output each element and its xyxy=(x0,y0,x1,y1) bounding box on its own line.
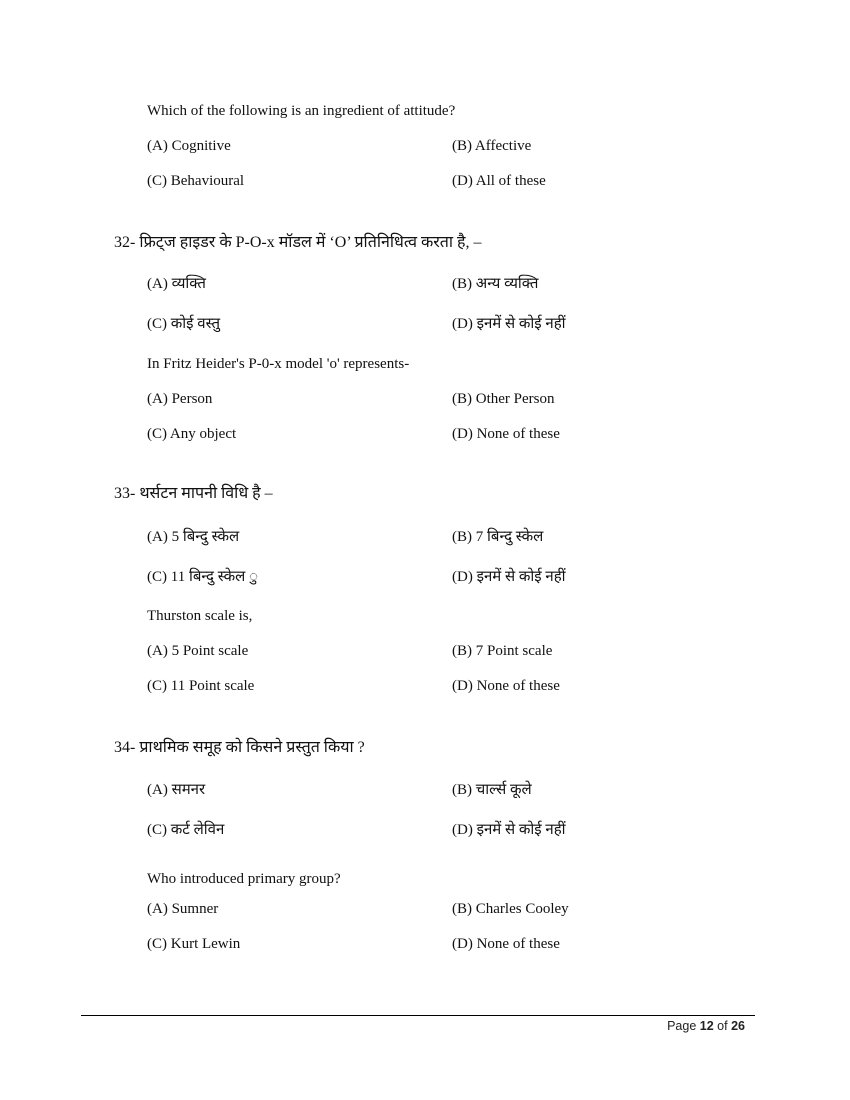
question-text-hindi: 34- प्राथमिक समूह को किसने प्रस्तुत किया ? xyxy=(114,739,365,756)
option-d: (D) None of these xyxy=(452,678,560,694)
option-b: (B) Other Person xyxy=(452,391,555,407)
option-b: (B) Affective xyxy=(452,138,532,154)
option-d-hindi: (D) इनमें से कोई नहीं xyxy=(452,822,566,838)
option-b: (B) Charles Cooley xyxy=(452,901,569,917)
option-c-hindi: (C) 11 बिन्दु स्केल ु xyxy=(147,569,259,585)
question-text: Who introduced primary group? xyxy=(147,871,341,887)
option-b: (B) 7 Point scale xyxy=(452,643,553,659)
option-a-hindi: (A) समनर xyxy=(147,782,206,798)
option-b-hindi: (B) 7 बिन्दु स्केल xyxy=(452,529,544,545)
page-total: 26 xyxy=(731,1019,745,1033)
option-a: (A) Cognitive xyxy=(147,138,231,154)
option-a: (A) 5 Point scale xyxy=(147,643,249,659)
page-number xyxy=(667,1019,745,1033)
option-a-hindi: (A) व्यक्ति xyxy=(147,276,206,292)
option-b-hindi: (B) चार्ल्स कूले xyxy=(452,782,532,798)
option-a: (A) Person xyxy=(147,391,213,407)
option-d-hindi: (D) इनमें से कोई नहीं xyxy=(452,316,566,332)
of-label: of xyxy=(717,1019,728,1033)
option-d: (D) None of these xyxy=(452,936,560,952)
page-current: 12 xyxy=(699,1019,714,1033)
question-text-hindi: 32- फ्रिट्ज हाइडर के P-O-x मॉडल में ‘O’ प्रतिनिधित्व करता है, – xyxy=(114,234,482,251)
option-d: (D) None of these xyxy=(452,426,560,442)
option-c: (C) Kurt Lewin xyxy=(147,936,241,952)
option-d: (D) All of these xyxy=(452,173,546,189)
option-b-hindi: (B) अन्य व्यक्ति xyxy=(452,276,539,292)
question-text: In Fritz Heider's P-0-x model 'o' represents- xyxy=(147,356,410,372)
option-c: (C) Behavioural xyxy=(147,173,245,189)
option-c-hindi: (C) कोई वस्तु xyxy=(147,316,220,332)
option-a-hindi: (A) 5 बिन्दु स्केल xyxy=(147,529,240,545)
option-d-hindi: (D) इनमें से कोई नहीं xyxy=(452,569,566,585)
question-text-hindi: 33- थर्सटन मापनी विधि है – xyxy=(114,485,273,502)
option-c: (C) 11 Point scale xyxy=(147,678,255,694)
option-c-hindi: (C) कर्ट लेविन xyxy=(147,822,225,838)
footer-divider xyxy=(81,1015,755,1016)
option-c: (C) Any object xyxy=(147,426,237,442)
page-label: Page xyxy=(667,1019,697,1033)
option-a: (A) Sumner xyxy=(147,901,219,917)
question-text: Thurston scale is, xyxy=(147,608,253,624)
question-text: Which of the following is an ingredient of attitude? xyxy=(147,103,456,119)
